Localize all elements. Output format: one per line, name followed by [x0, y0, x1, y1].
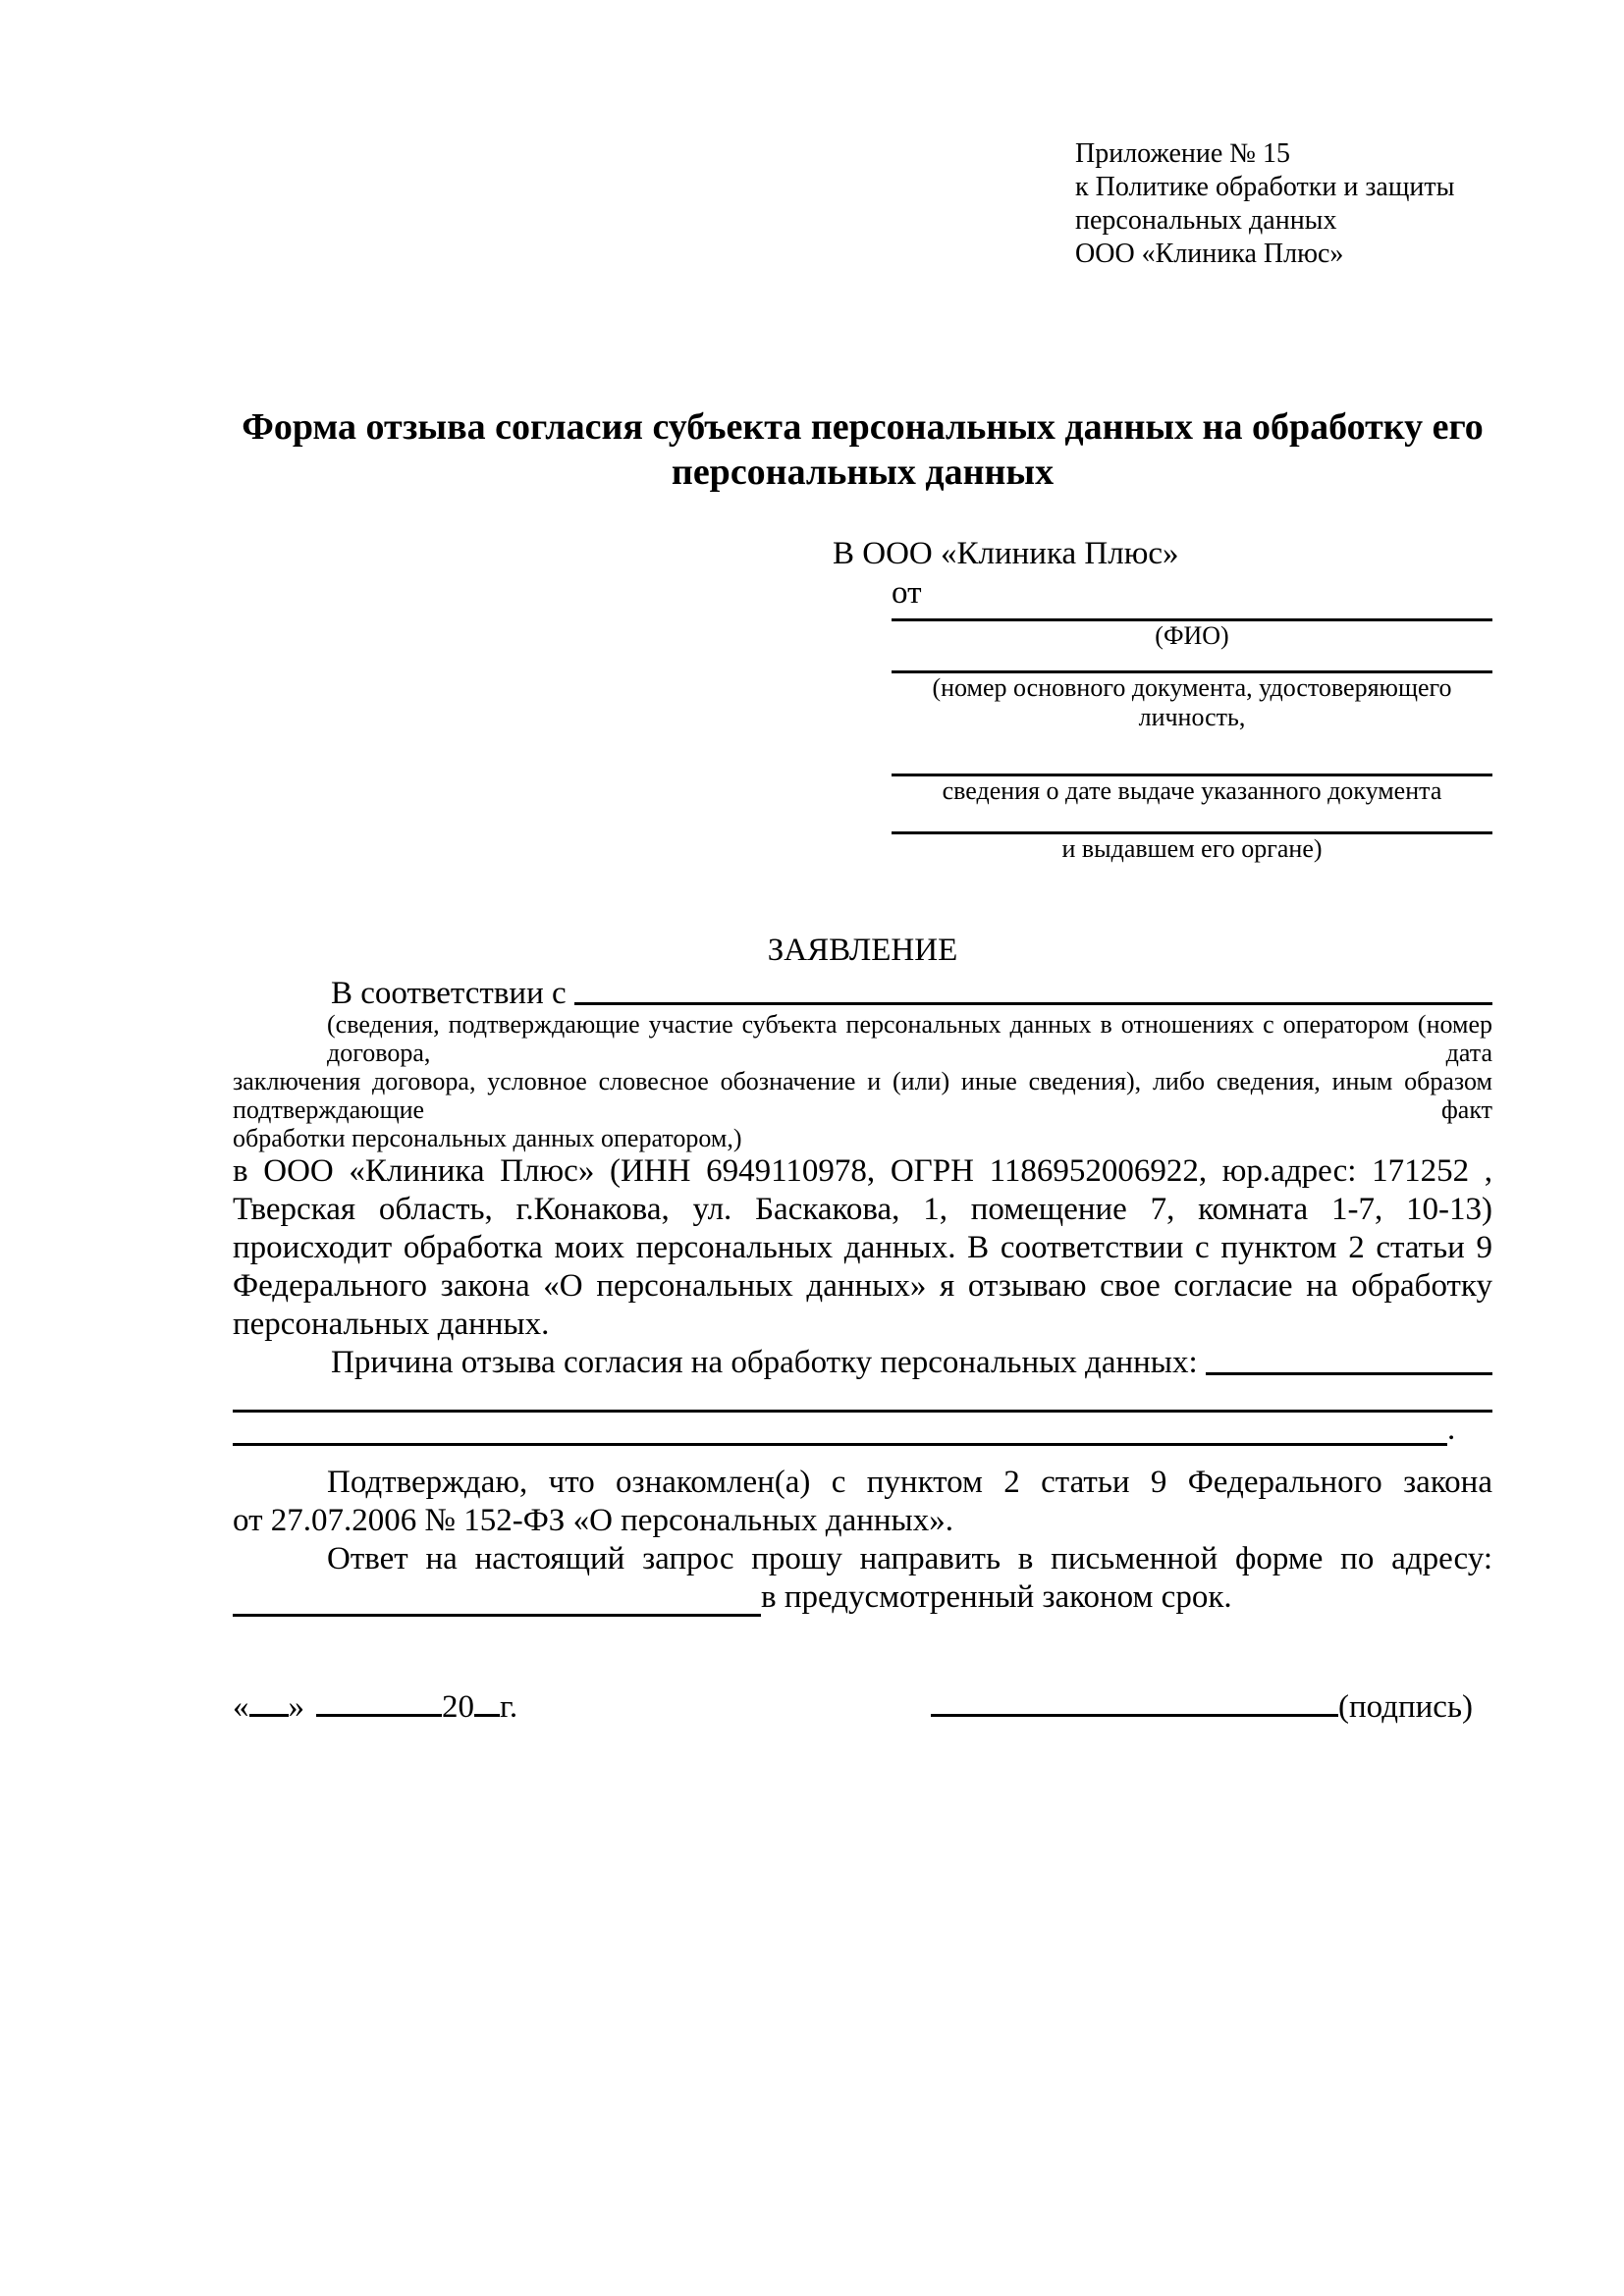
fio-caption: (ФИО): [1155, 621, 1229, 650]
quote-close: »: [288, 1689, 304, 1725]
statement-heading: ЗАЯВЛЕНИЕ: [767, 933, 958, 968]
appendix-policy-line: к Политике обработки и защиты: [1075, 172, 1455, 202]
accordance-row: [233, 977, 1492, 1010]
accordance-blank-field[interactable]: [574, 977, 1492, 1005]
addressee-block: [233, 534, 1492, 864]
body-line: Тверская область, г.Конакова, ул. Баскакова, 1, помещение 7, комната 1-7, 10-13): [233, 1192, 1492, 1227]
reason-period: .: [1447, 1412, 1456, 1447]
document-number-blank-field[interactable]: [892, 651, 1492, 673]
appendix-header: [1075, 137, 1492, 271]
appendix-company: ООО «Клиника Плюс»: [1075, 239, 1344, 269]
accordance-prefix: В соответствии с: [331, 976, 574, 1011]
issuing-authority-caption: и выдавшем его органе): [1061, 834, 1323, 863]
reply-address-blank-field[interactable]: [233, 1581, 761, 1617]
reply-line: Ответ на настоящий запрос прошу направить в письменной форме по адресу:: [327, 1541, 1492, 1576]
year-prefix: 20: [442, 1689, 474, 1725]
body-line: происходит обработка моих персональных данных. В соответствии с пунктом 2 статьи 9: [233, 1230, 1492, 1265]
date-signature-row: [233, 1687, 1492, 1727]
document-title: Форма отзыва согласия субъекта персональных данных на обработку его персональных данных: [242, 406, 1484, 493]
year-suffix: г.: [500, 1689, 518, 1725]
footnote-line: обработки персональных данных оператором,): [233, 1124, 742, 1152]
reason-row: [233, 1344, 1492, 1382]
footnote: [233, 1010, 1492, 1152]
confirm-line: от 27.07.2006 № 152-ФЗ «О персональных данных».: [233, 1503, 953, 1538]
confirm-line: Подтверждаю, что ознакомлен(а) с пунктом 2 статьи 9 Федерального закона: [327, 1465, 1492, 1500]
day-blank-field[interactable]: [249, 1689, 289, 1717]
reply-address-row: [233, 1578, 1492, 1617]
addressee-company: В ООО «Клиника Плюс»: [833, 536, 1179, 571]
date-part: [233, 1687, 517, 1727]
reply-suffix: в предусмотренный законом срок.: [761, 1579, 1232, 1615]
confirm-paragraph: [233, 1464, 1492, 1540]
reason-label: Причина отзыва согласия на обработку персональных данных:: [331, 1345, 1206, 1380]
reason-blank-line-2-row: [233, 1413, 1492, 1446]
signature-part: [931, 1687, 1473, 1727]
month-blank-field[interactable]: [316, 1689, 442, 1717]
signature-blank-field[interactable]: [931, 1689, 1338, 1717]
quote-open: «: [233, 1689, 249, 1725]
body-line: в ООО «Клиника Плюс» (ИНН 6949110978, ОГРН 1186952006922, юр.адрес: 171252 ,: [233, 1153, 1492, 1189]
appendix-number: Приложение № 15: [1075, 138, 1290, 169]
reason-blank-line-2[interactable]: [233, 1413, 1447, 1446]
year-blank-field[interactable]: [474, 1689, 500, 1717]
addressee-from-label: от: [892, 575, 922, 611]
reason-blank-line-1[interactable]: [233, 1382, 1492, 1413]
body-paragraph: [233, 1152, 1492, 1344]
fio-blank-field[interactable]: [892, 613, 1492, 621]
footnote-line: заключения договора, условное словесное обозначение и (или) иные сведения), либо сведения, иным образом подтверждающие факт: [233, 1067, 1492, 1124]
issuing-authority-blank-field[interactable]: [892, 806, 1492, 834]
body-line: персональных данных.: [233, 1307, 550, 1342]
reason-blank-field[interactable]: [1206, 1344, 1492, 1375]
appendix-policy-line2: персональных данных: [1075, 205, 1337, 236]
body-line: Федерального закона «О персональных данных» я отзываю свое согласие на обработку: [233, 1268, 1492, 1304]
issue-date-blank-field[interactable]: [892, 732, 1492, 776]
issue-date-caption: сведения о дате выдаче указанного документа: [942, 776, 1442, 805]
document-number-caption: (номер основного документа, удостоверяющего личность,: [932, 673, 1452, 731]
footnote-line: (сведения, подтверждающие участие субъекта персональных данных в отношениях с оператором (номер договора, дата: [327, 1010, 1492, 1067]
signature-caption: (подпись): [1338, 1689, 1473, 1725]
